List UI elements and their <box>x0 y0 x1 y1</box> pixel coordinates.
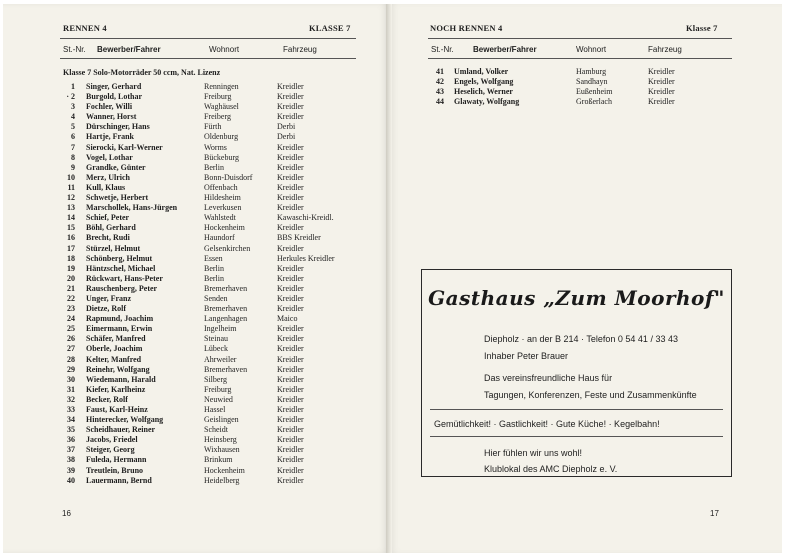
vehicle-name: Kreidler <box>277 405 304 414</box>
driver-name: Kull, Klaus <box>86 182 126 192</box>
town-name: Bremerhaven <box>204 283 248 293</box>
start-number: 4 <box>71 112 75 122</box>
vehicle-name: Kreidler <box>277 223 304 233</box>
town-name: Wixhausen <box>204 445 240 455</box>
table-row <box>55 334 355 344</box>
right-entry-table <box>424 67 724 107</box>
town-name: Hockenheim <box>204 223 245 233</box>
start-number: 9 <box>71 162 75 172</box>
town-name: Hamburg <box>576 67 607 76</box>
table-row <box>55 304 355 314</box>
start-number: 35 <box>67 425 75 435</box>
col-vehicle: Fahrzeug <box>283 45 317 54</box>
driver-name: Rückwart, Hans-Peter <box>86 273 163 283</box>
table-row <box>55 223 355 233</box>
table-row <box>55 173 355 183</box>
vehicle-name: Kreidler <box>277 142 304 152</box>
vehicle-name: Kreidler <box>277 92 304 102</box>
table-row <box>55 385 355 395</box>
table-row <box>55 203 355 213</box>
col-driver: Bewerber/Fahrer <box>97 45 161 54</box>
right-running-head: NOCH RENNEN 4 <box>430 23 503 33</box>
town-name: Hildesheim <box>204 193 241 203</box>
vehicle-name: Kreidler <box>648 97 675 107</box>
right-top-rule <box>428 38 732 39</box>
table-row <box>55 163 355 173</box>
driver-name: Becker, Rolf <box>86 394 128 404</box>
town-name: Bremerhaven <box>204 364 248 374</box>
table-row <box>55 455 355 465</box>
vehicle-name: Kreidler <box>277 445 304 455</box>
vehicle-name: Kreidler <box>277 82 304 91</box>
vehicle-name: Kreidler <box>277 324 304 334</box>
ad-welcome: Hier fühlen wir uns wohl! <box>484 448 583 458</box>
driver-name: Singer, Gerhard <box>86 82 142 91</box>
driver-name: Schönberg, Helmut <box>86 253 153 263</box>
start-number: 6 <box>71 132 75 142</box>
start-number: 40 <box>67 475 75 485</box>
advertisement-box <box>421 269 732 477</box>
table-row <box>55 264 355 274</box>
start-number: 17 <box>67 243 75 253</box>
driver-name: Wiedemann, Harald <box>86 374 156 384</box>
vehicle-name: Derbi <box>277 122 296 132</box>
vehicle-name: Kreidler <box>277 102 304 112</box>
table-row <box>55 254 355 264</box>
start-number: 8 <box>71 152 75 162</box>
driver-name: Kelter, Manfred <box>86 354 142 364</box>
town-name: Ahrweiler <box>204 354 237 364</box>
vehicle-name: Kreidler <box>277 193 304 203</box>
driver-name: Steiger, Georg <box>86 445 135 455</box>
driver-name: Fochler, Willi <box>86 102 133 112</box>
table-row <box>55 435 355 445</box>
driver-name: Häntzschel, Michael <box>86 263 156 273</box>
driver-name: Jacobs, Friedel <box>86 435 138 445</box>
vehicle-name: Kreidler <box>277 283 304 293</box>
start-number: 38 <box>67 455 75 465</box>
vehicle-name: BBS Kreidler <box>277 233 321 243</box>
ad-features: Gemütlichkeit! · Gastlichkeit! · Gute Küche! · Kegelbahn! <box>434 419 660 429</box>
table-row <box>55 445 355 455</box>
driver-name: Stürzel, Helmut <box>86 243 141 253</box>
town-name: Gelsenkirchen <box>204 243 251 253</box>
vehicle-name: Kreidler <box>648 77 675 87</box>
vehicle-name: Kreidler <box>277 384 304 394</box>
town-name: Essen <box>204 253 223 263</box>
start-number: 7 <box>71 142 75 152</box>
vehicle-name: Kreidler <box>277 364 304 374</box>
vehicle-name: Kreidler <box>277 354 304 364</box>
ad-slogan-2: Tagungen, Konferenzen, Feste und Zusammenkünfte <box>484 390 697 400</box>
town-name: Bückeburg <box>204 152 239 162</box>
vehicle-name: Kreidler <box>277 425 304 435</box>
vehicle-name: Kreidler <box>277 112 304 122</box>
driver-name: Engels, Wolfgang <box>454 77 514 87</box>
start-number: 39 <box>67 465 75 475</box>
driver-name: Lauermann, Bernd <box>86 475 152 485</box>
start-number: 16 <box>67 233 75 243</box>
town-name: Wahlstedt <box>204 213 236 223</box>
driver-name: Heselich, Werner <box>454 87 513 97</box>
town-name: Neuwied <box>204 394 233 404</box>
driver-name: Rapmund, Joachim <box>86 314 154 324</box>
vehicle-name: Kreidler <box>277 344 304 354</box>
driver-name: Fuleda, Hermann <box>86 455 147 465</box>
vehicle-name: Kreidler <box>277 465 304 475</box>
table-row <box>424 87 724 97</box>
town-name: Geislingen <box>204 415 239 425</box>
vehicle-name: Kreidler <box>277 435 304 445</box>
town-name: Worms <box>204 142 227 152</box>
vehicle-name: Kreidler <box>277 304 304 314</box>
table-row <box>55 294 355 304</box>
start-number: 29 <box>67 364 75 374</box>
start-number: 23 <box>67 304 75 314</box>
class-title: Klasse 7 Solo-Motorräder 50 ccm, Nat. Lizenz <box>63 68 221 77</box>
vehicle-name: Kreidler <box>648 87 675 97</box>
table-row <box>55 466 355 476</box>
table-row <box>55 82 355 92</box>
town-name: Berlin <box>204 273 224 283</box>
town-name: Freiburg <box>204 92 232 102</box>
ad-address: Diepholz · an der B 214 · Telefon 0 54 41 / 33 43 <box>484 334 678 344</box>
start-number: 30 <box>67 374 75 384</box>
town-name: Großerlach <box>576 97 612 107</box>
town-name: Fürth <box>204 122 222 132</box>
table-row <box>55 213 355 223</box>
start-number: 15 <box>67 223 75 233</box>
town-name: Berlin <box>204 263 224 273</box>
town-name: Hockenheim <box>204 465 245 475</box>
driver-name: Sierocki, Karl-Werner <box>86 142 163 152</box>
table-row <box>55 344 355 354</box>
start-number: 24 <box>67 314 75 324</box>
driver-name: Kiefer, Karlheinz <box>86 384 146 394</box>
table-row <box>55 244 355 254</box>
town-name: Langenhagen <box>204 314 248 324</box>
vehicle-name: Kreidler <box>277 334 304 344</box>
start-number: 22 <box>67 293 75 303</box>
start-number: 19 <box>67 263 75 273</box>
driver-name: Rauschenberg, Peter <box>86 283 158 293</box>
town-name: Ingelheim <box>204 324 237 334</box>
ad-title: Gasthaus „Zum Moorhof" <box>428 286 725 310</box>
driver-name: Böhl, Gerhard <box>86 223 136 233</box>
left-top-rule <box>60 38 356 39</box>
table-row <box>55 122 355 132</box>
town-name: Offenbach <box>204 182 238 192</box>
driver-name: Unger, Franz <box>86 293 132 303</box>
table-row <box>55 375 355 385</box>
vehicle-name: Kreidler <box>277 475 304 485</box>
col-start-number: St.-Nr. <box>63 45 86 54</box>
table-row <box>55 324 355 334</box>
start-number: 36 <box>67 435 75 445</box>
book-spine <box>386 4 392 553</box>
vehicle-name: Kreidler <box>277 162 304 172</box>
start-number: 26 <box>67 334 75 344</box>
driver-name: Glawaty, Wolfgang <box>454 97 520 107</box>
table-row <box>55 233 355 243</box>
start-number: 44 <box>436 97 444 107</box>
town-name: Eußenheim <box>576 87 613 97</box>
table-row <box>55 183 355 193</box>
vehicle-name: Kreidler <box>277 415 304 425</box>
driver-name: Burgold, Lothar <box>86 92 143 102</box>
table-row <box>55 112 355 122</box>
table-row <box>424 67 724 77</box>
ad-owner: Inhaber Peter Brauer <box>484 351 569 361</box>
town-name: Leverkusen <box>204 203 242 213</box>
ad-club: Klublokal des AMC Diepholz e. V. <box>484 464 618 474</box>
start-number: 21 <box>67 283 75 293</box>
town-name: Freiberg <box>204 112 231 122</box>
driver-name: Oberle, Joachim <box>86 344 143 354</box>
vehicle-name: Derbi <box>277 132 296 142</box>
driver-name: Brecht, Rudi <box>86 233 130 243</box>
table-row <box>55 284 355 294</box>
driver-name: Schief, Peter <box>86 213 130 223</box>
left-running-head: RENNEN 4 <box>63 23 107 33</box>
town-name: Silberg <box>204 374 227 384</box>
town-name: Hassel <box>204 405 226 414</box>
table-row <box>55 355 355 365</box>
start-number: 5 <box>71 122 75 132</box>
vehicle-name: Kreidler <box>277 293 304 303</box>
driver-name: Marschollek, Hans-Jürgen <box>86 203 178 213</box>
town-name: Bonn-Duisdorf <box>204 172 253 182</box>
vehicle-name: Kreidler <box>277 455 304 465</box>
vehicle-name: Kreidler <box>277 243 304 253</box>
table-row <box>55 193 355 203</box>
driver-name: Faust, Karl-Heinz <box>86 405 148 414</box>
driver-name: Vogel, Lothar <box>86 152 133 162</box>
left-class-head: KLASSE 7 <box>309 23 351 33</box>
start-number: 31 <box>67 384 75 394</box>
start-number: 18 <box>67 253 75 263</box>
vehicle-name: Kreidler <box>277 172 304 182</box>
town-name: Sandhayn <box>576 77 608 87</box>
town-name: Berlin <box>204 162 224 172</box>
driver-name: Scheidhauer, Reiner <box>86 425 156 435</box>
table-row <box>424 77 724 87</box>
vehicle-name: Herkules Kreidler <box>277 253 335 263</box>
start-number: 43 <box>436 87 444 97</box>
left-header-rule <box>60 58 356 59</box>
town-name: Brinkum <box>204 455 233 465</box>
driver-name: Hartje, Frank <box>86 132 134 142</box>
col-town: Wohnort <box>209 45 240 54</box>
driver-name: Hinterecker, Wolfgang <box>86 415 164 425</box>
start-number: 34 <box>67 415 75 425</box>
town-name: Heidelberg <box>204 475 240 485</box>
driver-name: Reinehr, Wolfgang <box>86 364 150 374</box>
start-number: 10 <box>67 172 75 182</box>
table-row <box>55 132 355 142</box>
ad-slogan-1: Das vereinsfreundliche Haus für <box>484 373 613 383</box>
driver-name: Umland, Volker <box>454 67 509 76</box>
ad-divider-bottom <box>430 436 723 437</box>
driver-name: Dietze, Rolf <box>86 304 126 314</box>
vehicle-name: Kreidler <box>277 374 304 384</box>
town-name: Heinsberg <box>204 435 237 445</box>
town-name: Bremerhaven <box>204 304 248 314</box>
col-vehicle-right: Fahrzeug <box>648 45 682 54</box>
start-number: 25 <box>67 324 75 334</box>
driver-name: Treutlein, Bruno <box>86 465 144 475</box>
col-driver-right: Bewerber/Fahrer <box>473 45 537 54</box>
start-number: 33 <box>67 405 75 414</box>
col-town-right: Wohnort <box>576 45 607 54</box>
vehicle-name: Kreidler <box>277 203 304 213</box>
left-page-number: 16 <box>62 509 71 518</box>
town-name: Renningen <box>204 82 239 91</box>
vehicle-name: Kreidler <box>277 263 304 273</box>
start-number: 20 <box>67 273 75 283</box>
driver-name: Grandke, Günter <box>86 162 146 172</box>
table-row <box>55 476 355 486</box>
driver-name: Dürschinger, Hans <box>86 122 150 132</box>
driver-name: Schäfer, Manfred <box>86 334 146 344</box>
town-name: Senden <box>204 293 228 303</box>
table-row <box>55 425 355 435</box>
driver-name: Wanner, Horst <box>86 112 137 122</box>
start-number: 1 <box>71 82 75 91</box>
vehicle-name: Kreidler <box>277 152 304 162</box>
driver-name: Merz, Ulrich <box>86 172 130 182</box>
table-row <box>55 365 355 375</box>
driver-name: Eimermann, Erwin <box>86 324 153 334</box>
right-header-rule <box>428 58 732 59</box>
vehicle-name: Maico <box>277 314 298 324</box>
start-number: 42 <box>436 77 444 87</box>
table-row <box>55 405 355 415</box>
table-row <box>55 102 355 112</box>
table-row <box>55 415 355 425</box>
start-number: · 2 <box>66 92 75 102</box>
table-row <box>55 274 355 284</box>
town-name: Steinau <box>204 334 228 344</box>
town-name: Haundorf <box>204 233 235 243</box>
town-name: Scheidt <box>204 425 228 435</box>
start-number: 27 <box>67 344 75 354</box>
table-row <box>55 143 355 153</box>
start-number: 41 <box>436 67 444 76</box>
ad-divider-top <box>430 409 723 410</box>
town-name: Waghäusel <box>204 102 239 112</box>
table-row <box>55 314 355 324</box>
table-row <box>55 92 355 102</box>
start-number: 37 <box>67 445 75 455</box>
town-name: Oldenburg <box>204 132 239 142</box>
start-number: 12 <box>67 193 75 203</box>
vehicle-name: Kawaschi-Kreidl. <box>277 213 334 223</box>
town-name: Lübeck <box>204 344 228 354</box>
left-entry-table <box>55 82 355 486</box>
town-name: Freiburg <box>204 384 232 394</box>
right-class-head: Klasse 7 <box>686 23 718 33</box>
col-start-number-right: St.-Nr. <box>431 45 454 54</box>
start-number: 13 <box>67 203 75 213</box>
start-number: 28 <box>67 354 75 364</box>
start-number: 11 <box>67 182 75 192</box>
start-number: 32 <box>67 394 75 404</box>
table-row <box>424 97 724 107</box>
vehicle-name: Kreidler <box>277 182 304 192</box>
right-page-number: 17 <box>710 509 719 518</box>
start-number: 3 <box>71 102 75 112</box>
table-row <box>55 153 355 163</box>
table-row <box>55 395 355 405</box>
vehicle-name: Kreidler <box>648 67 675 76</box>
driver-name: Schwetje, Herbert <box>86 193 149 203</box>
start-number: 14 <box>67 213 75 223</box>
vehicle-name: Kreidler <box>277 394 304 404</box>
vehicle-name: Kreidler <box>277 273 304 283</box>
